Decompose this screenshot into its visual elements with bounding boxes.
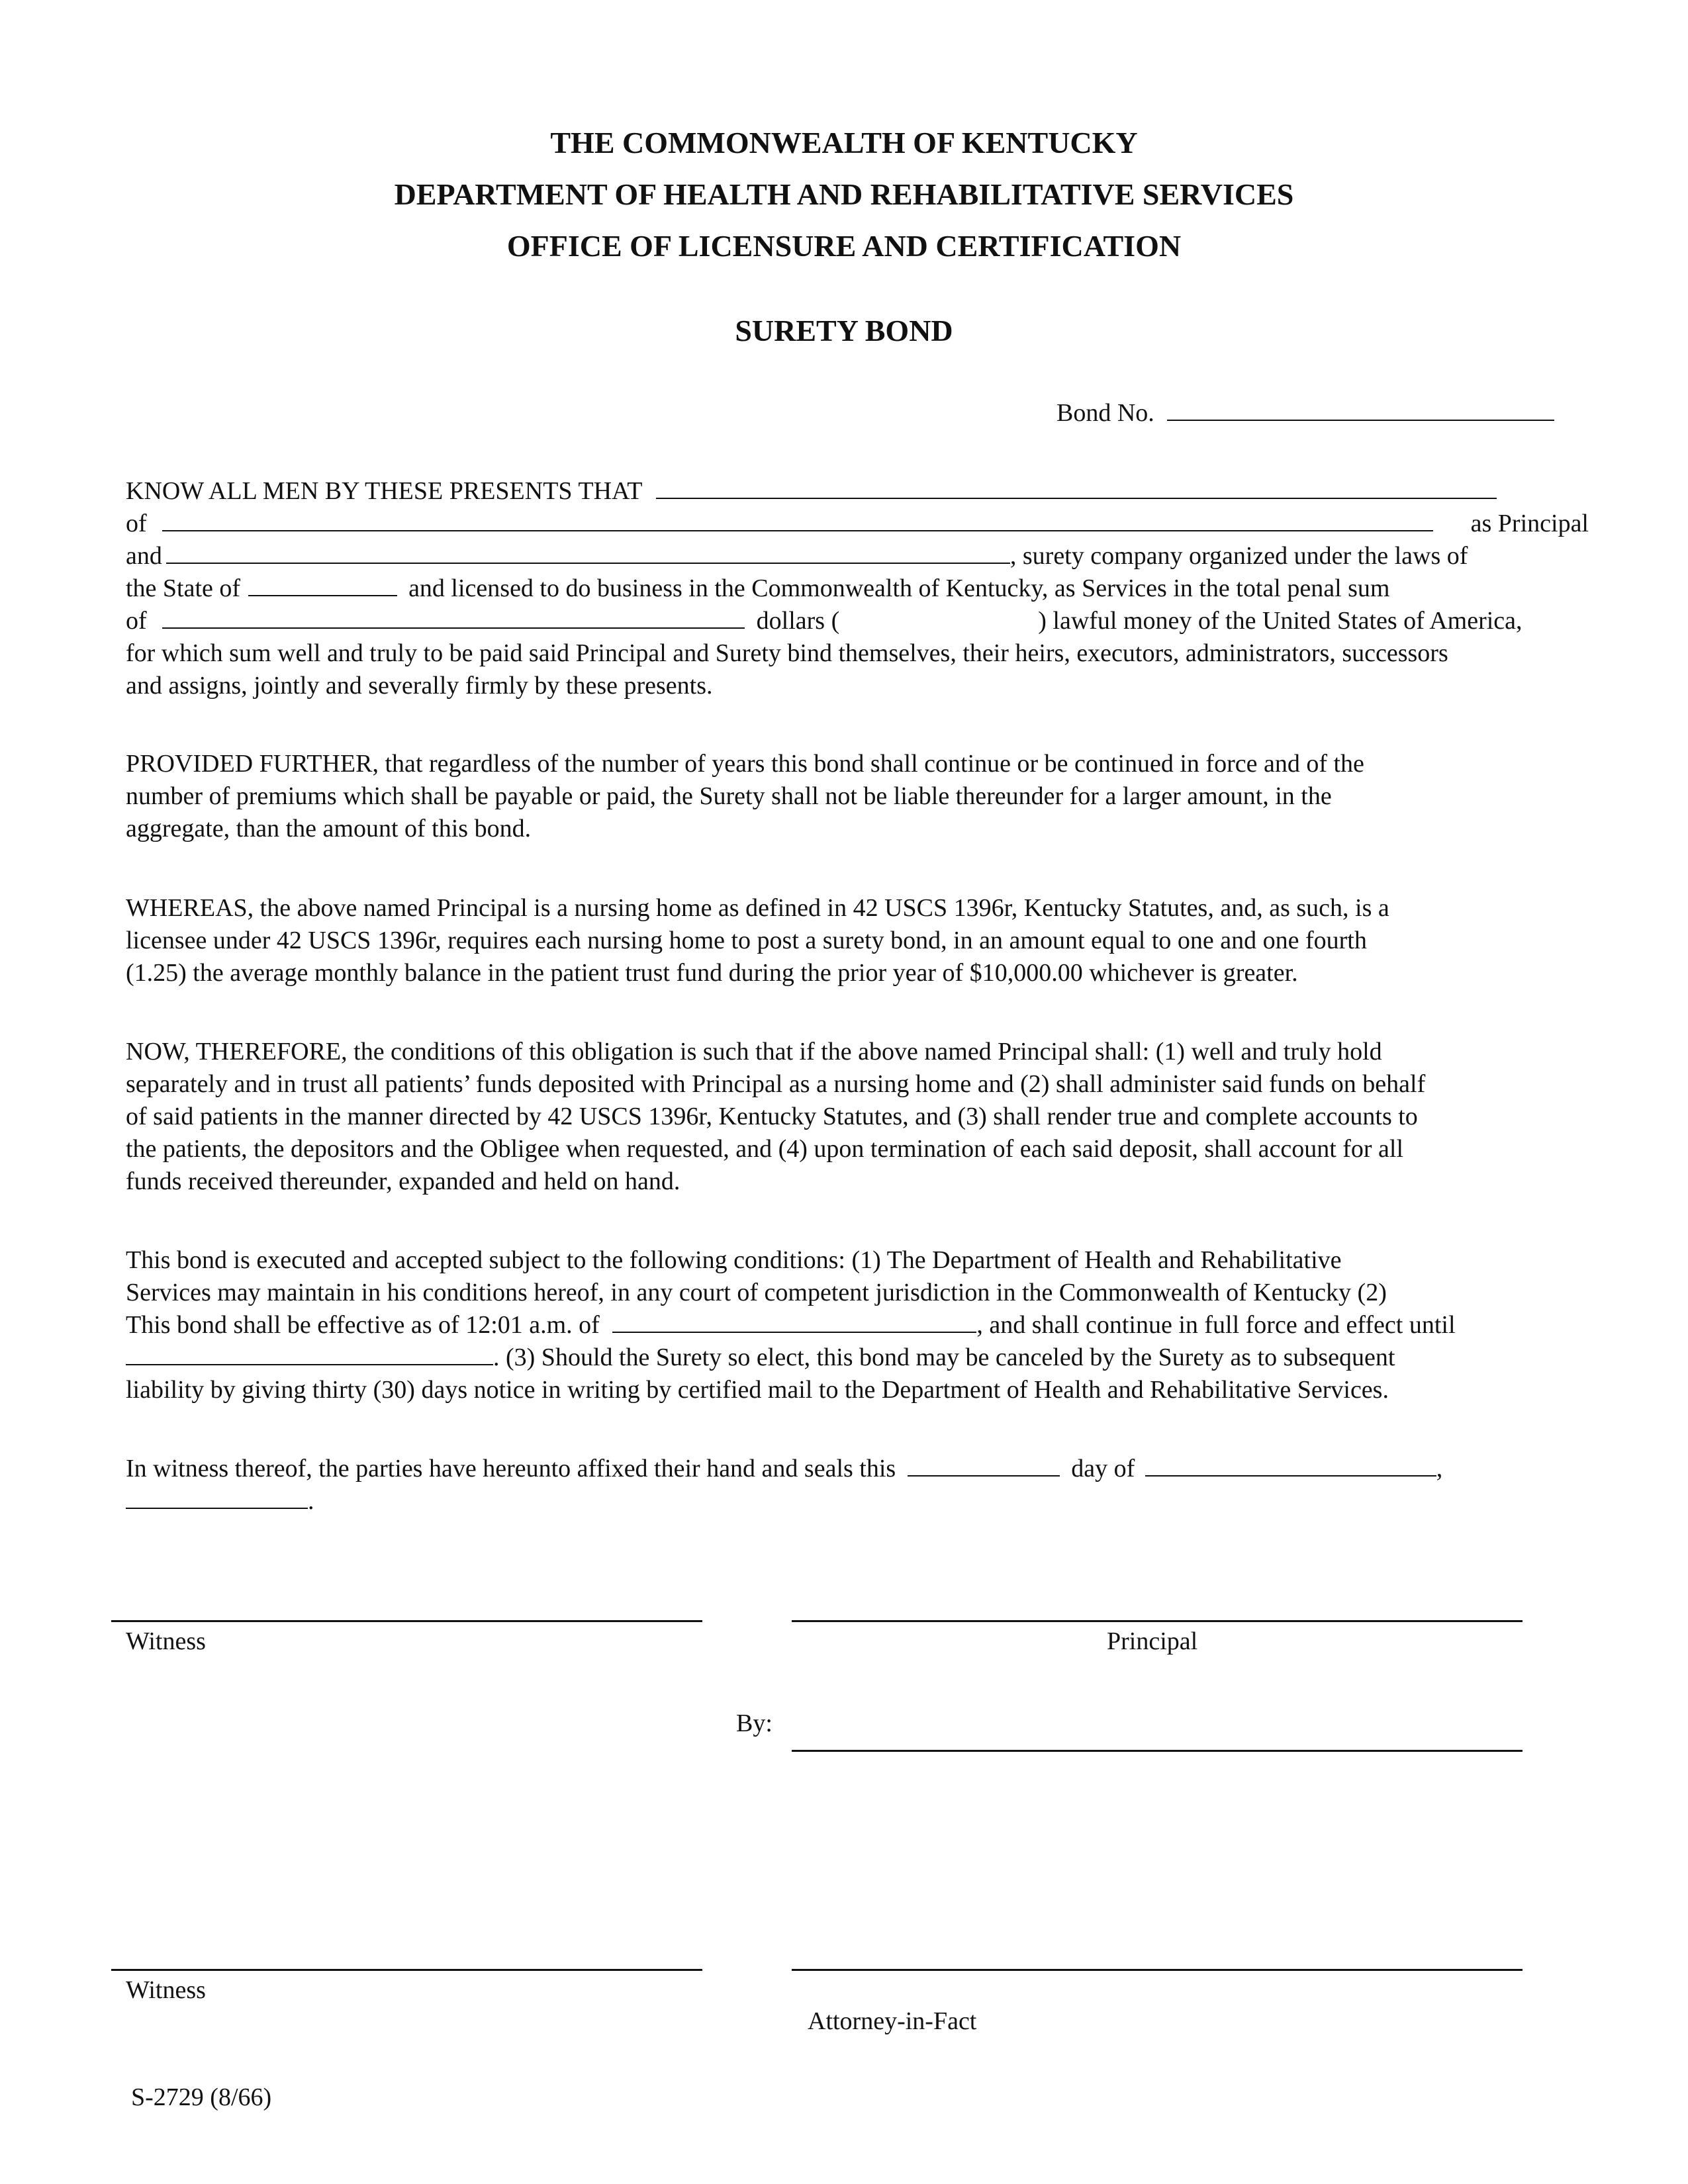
para6-line2: . (126, 1485, 1589, 1517)
para4-line4: the patients, the depositors and the Obligee when requested, and (4) upon termination of each said deposit, shall account for all (126, 1135, 1404, 1163)
para3-line2: licensee under 42 USCS 1396r, requires each nursing home to post a surety bond, in an amount equal to one and one fourth (126, 927, 1367, 954)
para4-line2: separately and in trust all patients’ funds deposited with Principal as a nursing home and (2) shall administer said funds on behalf (126, 1070, 1426, 1098)
para3-line1: WHEREAS, the above named Principal is a nursing home as defined in 42 USCS 1396r, Kentucky Statutes, and, as such, is a (126, 894, 1389, 922)
para4-line3: of said patients in the manner directed by 42 USCS 1396r, Kentucky Statutes, and (3) shall render true and complete accounts to (126, 1103, 1418, 1130)
witness-year-field[interactable] (126, 1485, 308, 1509)
para1-line4: the State of and licensed to do business in the Commonwealth of Kentucky, as Services in the total penal sum (126, 572, 1589, 604)
form-number: S-2729 (8/66) (131, 2083, 272, 2111)
principal-address-field[interactable] (162, 508, 1433, 531)
attorney-label: Attorney-in-Fact (808, 2007, 977, 2035)
header-office: OFFICE OF LICENSURE AND CERTIFICATION (506, 229, 1182, 263)
para6-line1: In witness thereof, the parties have hereunto affixed their hand and seals this day of , (126, 1453, 1589, 1484)
effective-date-field[interactable] (612, 1309, 976, 1333)
attorney-signature-line[interactable] (792, 1969, 1523, 1971)
witness1-label: Witness (126, 1627, 206, 1655)
witness-month-field[interactable] (1145, 1453, 1436, 1477)
para1-line6: for which sum well and truly to be paid said Principal and Surety bind themselves, their heirs, executors, administrators, successors (126, 639, 1448, 667)
para5-line5: liability by giving thirty (30) days notice in writing by certified mail to the Department of Health and Rehabilitative Services. (126, 1376, 1389, 1404)
para2-line2: number of premiums which shall be payable or paid, the Surety shall not be liable thereunder for a larger amount, in the (126, 782, 1332, 810)
para2-line1: PROVIDED FURTHER, that regardless of the number of years this bond shall continue or be continued in force and of the (126, 750, 1364, 778)
state-field[interactable] (248, 572, 397, 596)
witness-day-field[interactable] (908, 1453, 1060, 1477)
bond-number-row (1056, 397, 1593, 429)
header-commonwealth: THE COMMONWEALTH OF KENTUCKY (550, 126, 1138, 159)
para5-line4: . (3) Should the Surety so elect, this bond may be canceled by the Surety as to subsequent (126, 1342, 1589, 1373)
principal-name-field[interactable] (656, 475, 1497, 499)
witness1-signature-line[interactable] (111, 1620, 702, 1622)
surety-company-field[interactable] (166, 540, 1010, 564)
by-label: By: (736, 1709, 773, 1737)
para2-line3: aggregate, than the amount of this bond. (126, 815, 532, 842)
principal-label: Principal (1107, 1627, 1198, 1655)
by-signature-line[interactable] (792, 1750, 1523, 1752)
document-title: SURETY BOND (735, 314, 953, 347)
witness2-label: Witness (126, 1976, 206, 2004)
para4-line5: funds received thereunder, expanded and held on hand. (126, 1167, 680, 1195)
bond-number-label: Bond No. (1056, 399, 1154, 427)
para5-line1: This bond is executed and accepted subject to the following conditions: (1) The Department of Health and Rehabilitative (126, 1246, 1342, 1274)
end-date-field[interactable] (126, 1342, 493, 1365)
para1-line1: KNOW ALL MEN BY THESE PRESENTS THAT (126, 475, 1589, 507)
witness2-signature-line[interactable] (111, 1969, 702, 1971)
para1-line7: and assigns, jointly and severally firmly by these presents. (126, 672, 713, 700)
para1-line2: of as Principal (126, 508, 1589, 539)
para1-line3: and , surety company organized under the laws of (126, 540, 1589, 572)
para4-line1: NOW, THEREFORE, the conditions of this obligation is such that if the above named Principal shall: (1) well and truly hold (126, 1038, 1382, 1066)
para1-line5: of dollars ( ) lawful money of the United States of America, (126, 605, 1589, 637)
para5-line3: This bond shall be effective as of 12:01 a.m. of , and shall continue in full force and effect until (126, 1309, 1589, 1341)
para5-line2: Services may maintain in his conditions hereof, in any court of competent jurisdiction in the Commonwealth of Kentucky (2) (126, 1279, 1387, 1306)
para3-line3: (1.25) the average monthly balance in the patient trust fund during the prior year of $10,000.00 whichever is greater. (126, 959, 1298, 987)
header-department: DEPARTMENT OF HEALTH AND REHABILITATIVE SERVICES (394, 177, 1294, 211)
penal-sum-words-field[interactable] (162, 605, 745, 629)
principal-signature-line[interactable] (792, 1620, 1523, 1622)
bond-number-field[interactable] (1167, 397, 1554, 421)
